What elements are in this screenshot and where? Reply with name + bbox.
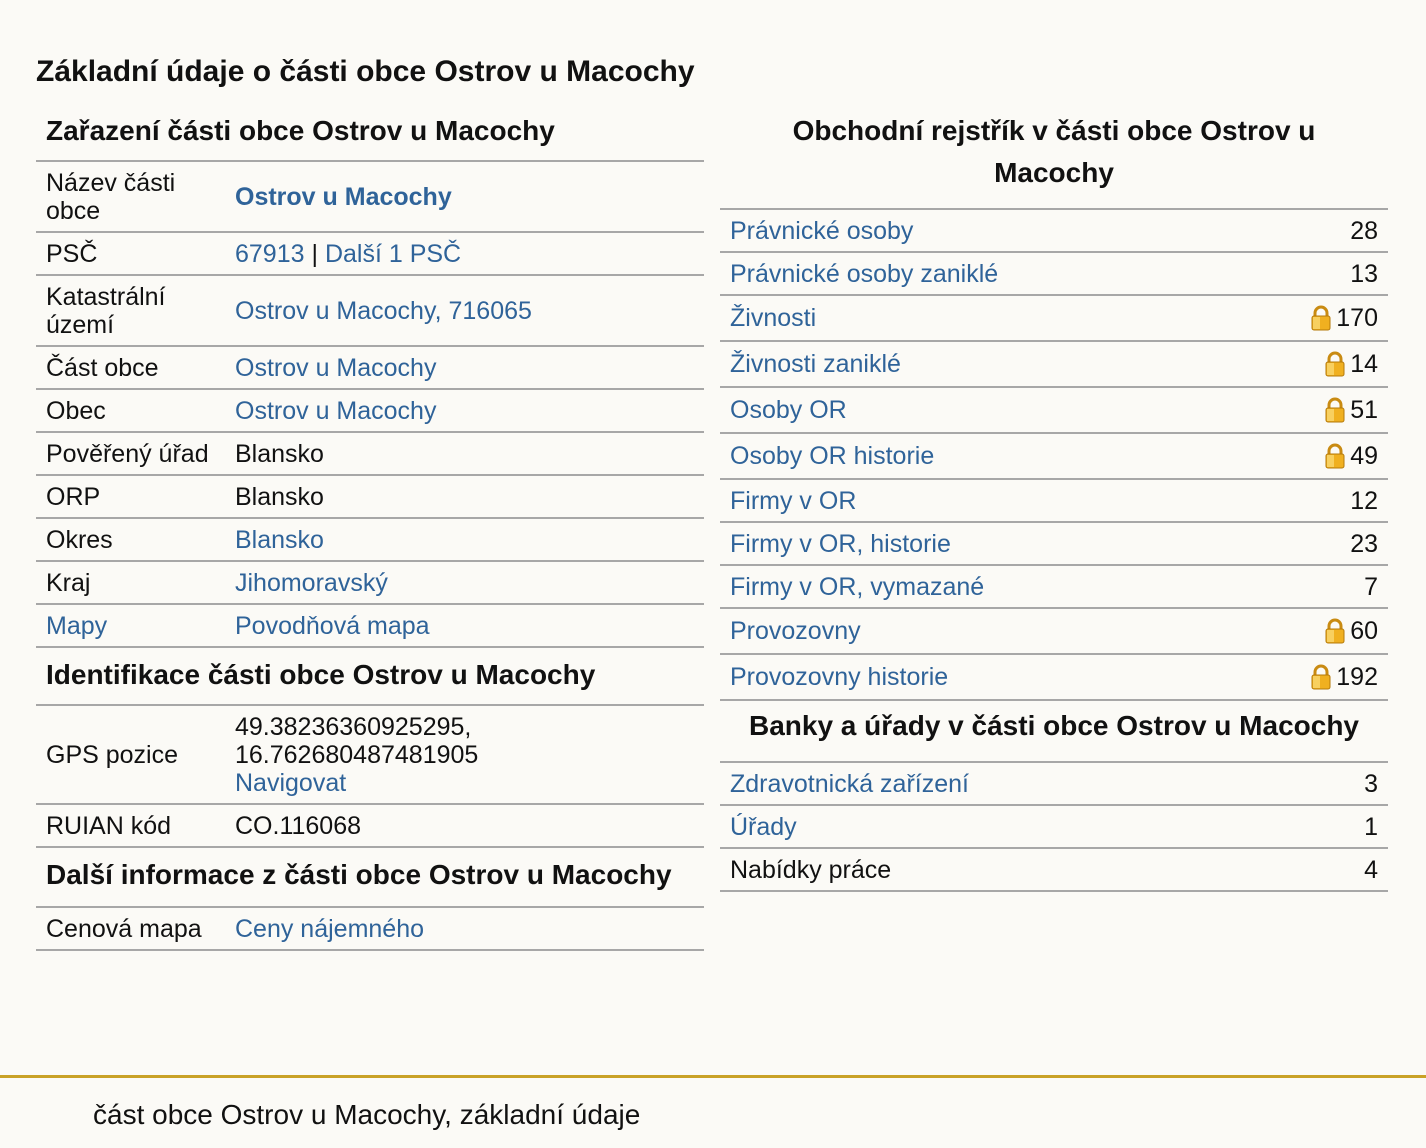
row-orp bbox=[36, 476, 704, 519]
or-row bbox=[720, 566, 1388, 609]
row-obec bbox=[36, 390, 704, 433]
or-row-link[interactable]: Živnosti bbox=[730, 304, 817, 332]
okres-link[interactable]: Blansko bbox=[235, 525, 324, 554]
cenova-label: Cenová mapa bbox=[46, 914, 202, 943]
okres-label: Okres bbox=[46, 525, 113, 554]
ruian-label: RUIAN kód bbox=[46, 811, 172, 840]
row-nazev bbox=[36, 162, 704, 233]
or-row-link[interactable]: Osoby OR bbox=[730, 396, 847, 424]
or-row bbox=[720, 388, 1388, 434]
mapy-link[interactable]: Mapy bbox=[46, 611, 108, 640]
psc-label: PSČ bbox=[46, 239, 98, 268]
or-row bbox=[720, 296, 1388, 342]
or-row bbox=[720, 523, 1388, 566]
or-row-link[interactable]: Firmy v OR, historie bbox=[730, 529, 951, 558]
row-mapy bbox=[36, 605, 704, 648]
orp-value: Blansko bbox=[235, 482, 324, 511]
row-gps bbox=[36, 706, 704, 805]
footer-divider bbox=[0, 1075, 1426, 1078]
or-row-link[interactable]: Právnické osoby bbox=[730, 216, 914, 245]
or-row-count: 51 bbox=[1350, 396, 1378, 424]
page-title: Základní údaje o části obce Ostrov u Macochy bbox=[36, 55, 695, 88]
banky-row-count: 1 bbox=[1364, 812, 1378, 841]
row-katastr bbox=[36, 276, 704, 347]
kraj-link[interactable]: Jihomoravský bbox=[235, 568, 388, 597]
row-okres bbox=[36, 519, 704, 562]
or-row-link[interactable]: Živnosti zaniklé bbox=[730, 350, 901, 378]
banky-heading: Banky a úřady v části obce Ostrov u Macochy bbox=[720, 701, 1388, 763]
lock-icon bbox=[1310, 664, 1332, 690]
banky-row bbox=[720, 849, 1388, 892]
or-row-count: 28 bbox=[1350, 216, 1378, 245]
katastr-label: Katastrální území bbox=[46, 282, 166, 339]
cast-label: Část obce bbox=[46, 353, 159, 382]
row-cenova bbox=[36, 908, 704, 951]
or-row-link[interactable]: Provozovny bbox=[730, 617, 861, 645]
row-kraj bbox=[36, 562, 704, 605]
or-row-count: 170 bbox=[1336, 304, 1378, 332]
or-row-count: 12 bbox=[1350, 486, 1378, 515]
row-cast bbox=[36, 347, 704, 390]
cast-link[interactable]: Ostrov u Macochy bbox=[235, 353, 437, 382]
or-row-count: 49 bbox=[1350, 442, 1378, 470]
kraj-label: Kraj bbox=[46, 568, 91, 597]
banky-row bbox=[720, 806, 1388, 849]
or-row-link[interactable]: Právnické osoby zaniklé bbox=[730, 259, 999, 288]
nazev-link[interactable]: Ostrov u Macochy bbox=[235, 182, 452, 211]
poverene-value: Blansko bbox=[235, 439, 324, 468]
banky-row-count: 4 bbox=[1364, 855, 1378, 884]
or-row-count: 7 bbox=[1364, 572, 1378, 601]
or-row bbox=[720, 434, 1388, 480]
banky-row-link[interactable]: Úřady bbox=[730, 812, 797, 841]
banky-row-link[interactable]: Zdravotnická zařízení bbox=[730, 769, 969, 798]
or-row-count: 192 bbox=[1336, 663, 1378, 691]
or-row-link[interactable]: Firmy v OR bbox=[730, 486, 857, 515]
obchodni-heading: Obchodní rejstřík v části obce Ostrov u Macochy bbox=[720, 110, 1388, 210]
or-row bbox=[720, 655, 1388, 701]
obec-link[interactable]: Ostrov u Macochy bbox=[235, 396, 437, 425]
lock-icon bbox=[1324, 443, 1346, 469]
banky-row bbox=[720, 763, 1388, 806]
lock-icon bbox=[1324, 397, 1346, 423]
psc-more-link[interactable]: Další 1 PSČ bbox=[324, 239, 462, 268]
identifikace-heading: Identifikace části obce Ostrov u Macochy bbox=[36, 648, 704, 706]
lock-icon bbox=[1310, 305, 1332, 331]
footer-caption: část obce Ostrov u Macochy, základní údaje bbox=[93, 1099, 641, 1130]
banky-row-count: 3 bbox=[1364, 769, 1378, 798]
or-row bbox=[720, 480, 1388, 523]
right-column bbox=[720, 110, 1388, 892]
psc-separator: | bbox=[311, 239, 318, 268]
poverene-label: Pověřený úřad bbox=[46, 439, 209, 468]
row-poverene bbox=[36, 433, 704, 476]
banky-row-label: Nabídky práce bbox=[730, 855, 892, 884]
ruian-value: CO.116068 bbox=[235, 811, 362, 840]
or-row bbox=[720, 609, 1388, 655]
obec-label: Obec bbox=[46, 396, 106, 425]
or-row bbox=[720, 210, 1388, 253]
lock-icon bbox=[1324, 351, 1346, 377]
lock-icon bbox=[1324, 618, 1346, 644]
nazev-label: Název části obce bbox=[46, 168, 176, 225]
row-ruian bbox=[36, 805, 704, 848]
povodnova-mapa-link[interactable]: Povodňová mapa bbox=[235, 611, 430, 640]
or-row-link[interactable]: Provozovny historie bbox=[730, 663, 949, 691]
gps-label: GPS pozice bbox=[46, 740, 179, 769]
gps-lat: 49.38236360925295, bbox=[235, 712, 472, 741]
or-row-link[interactable]: Firmy v OR, vymazané bbox=[730, 572, 985, 601]
navigovat-link[interactable]: Navigovat bbox=[235, 768, 347, 797]
dalsi-heading: Další informace z části obce Ostrov u Macochy bbox=[36, 848, 704, 908]
row-psc bbox=[36, 233, 704, 276]
zarazeni-heading: Zařazení části obce Ostrov u Macochy bbox=[36, 110, 704, 162]
or-row-count: 23 bbox=[1350, 529, 1378, 558]
or-row-link[interactable]: Osoby OR historie bbox=[730, 442, 935, 470]
or-row bbox=[720, 342, 1388, 388]
left-column bbox=[36, 110, 704, 951]
gps-lon: 16.762680487481905 bbox=[235, 740, 479, 769]
psc-link[interactable]: 67913 bbox=[235, 239, 305, 268]
or-row-count: 14 bbox=[1350, 350, 1378, 378]
or-row bbox=[720, 253, 1388, 296]
ceny-najemneho-link[interactable]: Ceny nájemného bbox=[235, 914, 425, 943]
or-row-count: 13 bbox=[1350, 259, 1378, 288]
orp-label: ORP bbox=[46, 482, 101, 511]
or-row-count: 60 bbox=[1350, 617, 1378, 645]
katastr-link[interactable]: Ostrov u Macochy, 716065 bbox=[235, 296, 532, 325]
